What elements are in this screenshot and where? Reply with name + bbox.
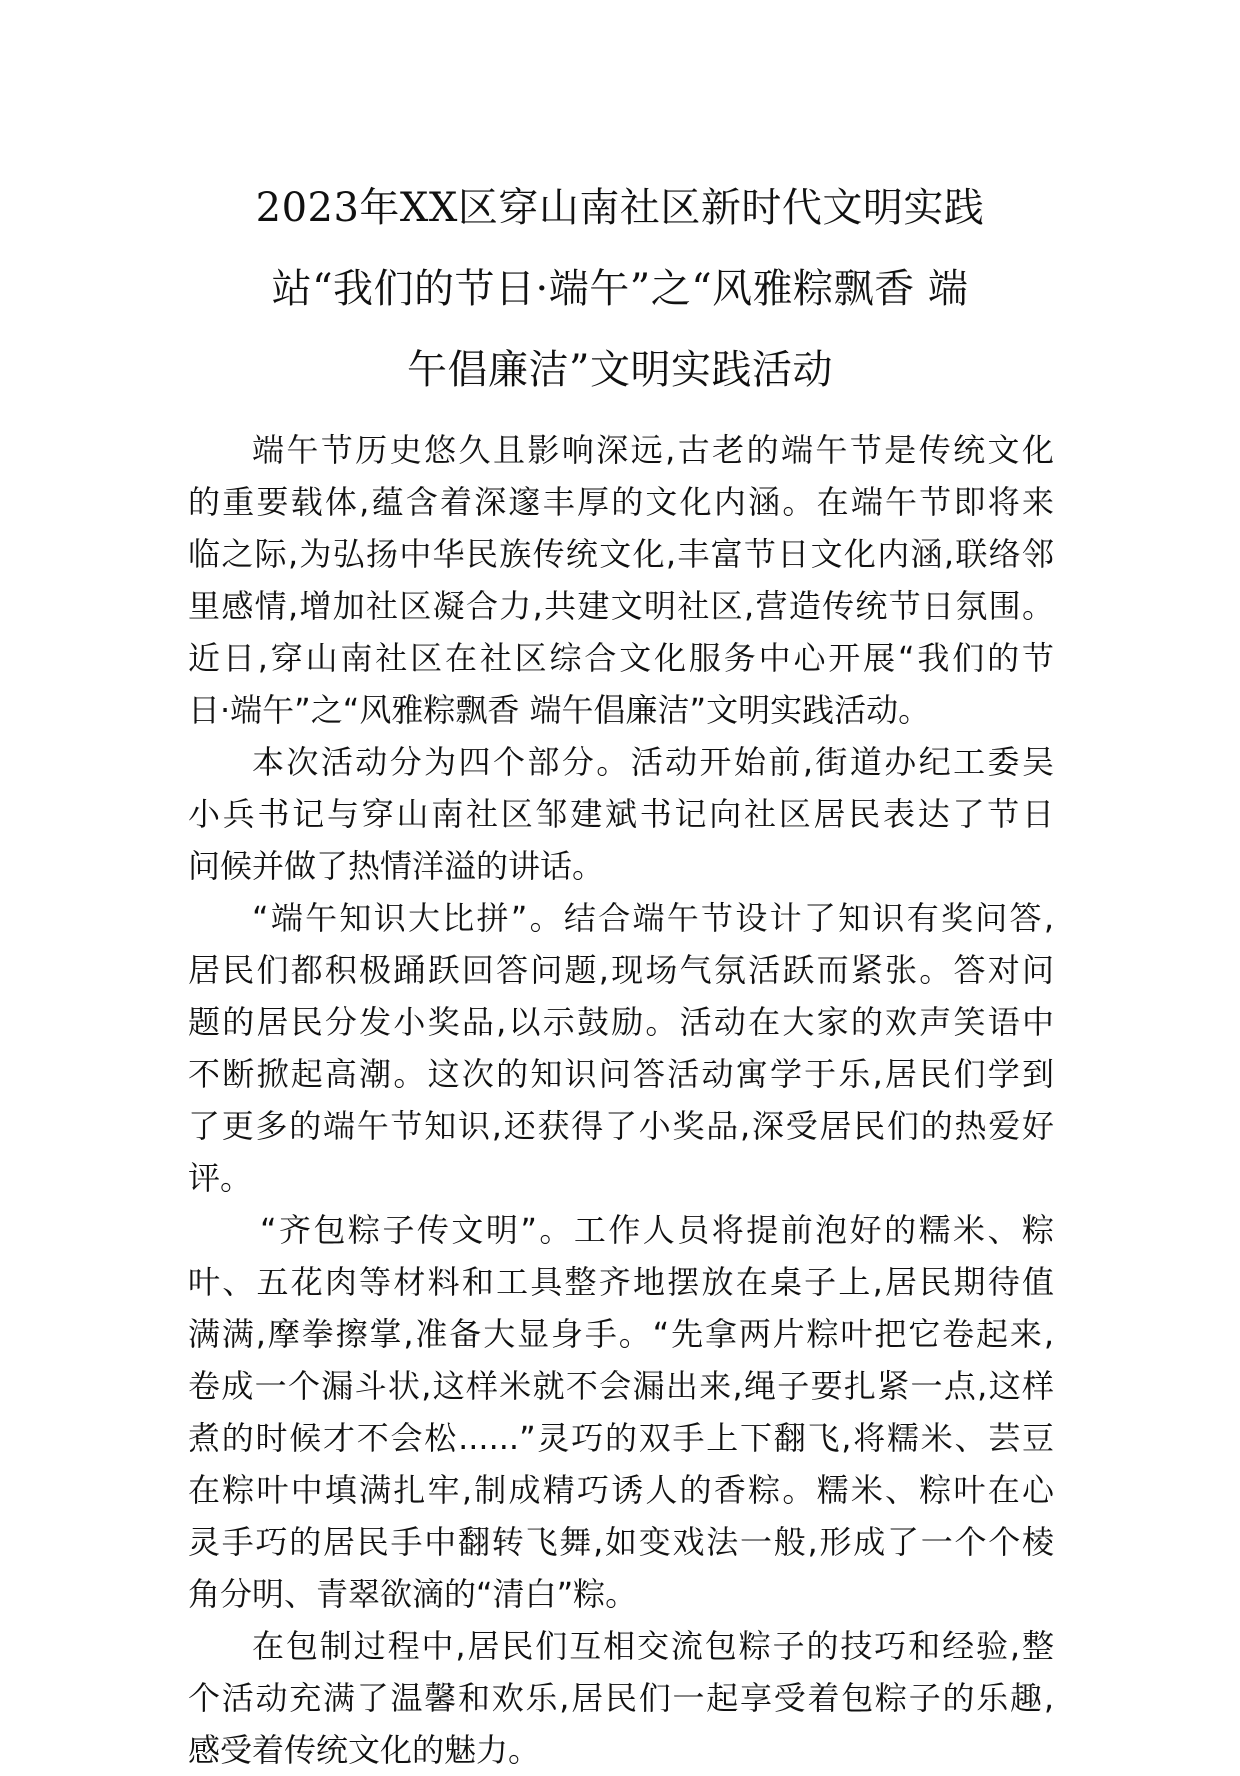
text-line: 不断掀起高潮。这次的知识问答活动寓学于乐,居民们学到 [188, 1055, 1054, 1093]
text-line: 煮的时候才不会松......”灵巧的双手上下翻飞,将糯米、芸豆 [188, 1419, 1054, 1457]
text-line: 在包制过程中,居民们互相交流包粽子的技巧和经验,整 [252, 1627, 1054, 1665]
text-line: “齐包粽子传文明”。工作人员将提前泡好的糯米、粽 [260, 1211, 1054, 1249]
paragraph-intro [188, 424, 1054, 736]
text-line: 在粽叶中填满扎牢,制成精巧诱人的香粽。糯米、粽叶在心 [188, 1471, 1054, 1509]
title-line: 站“我们的节日·端午”之“风雅粽飘香 端 [271, 266, 969, 312]
text-line: 灵手巧的居民手中翻转飞舞,如变戏法一般,形成了一个个棱 [188, 1523, 1054, 1561]
paragraph-quiz [188, 892, 1054, 1204]
paragraph-zongzi [188, 1204, 1054, 1620]
text-line: 端午节历史悠久且影响深远,古老的端午节是传统文化 [252, 431, 1054, 469]
text-line: 临之际,为弘扬中华民族传统文化,丰富节日文化内涵,联络邻 [188, 535, 1054, 573]
text-line: 里感情,增加社区凝合力,共建文明社区,营造传统节日氛围。 [188, 587, 1054, 625]
text-line: 居民们都积极踊跃回答问题,现场气氛活跃而紧张。答对问 [188, 951, 1054, 989]
text-line: 感受着传统文化的魅力。 [188, 1731, 541, 1769]
text-line: 了更多的端午节知识,还获得了小奖品,深受居民们的热爱好 [188, 1107, 1054, 1145]
text-line: 的重要载体,蕴含着深邃丰厚的文化内涵。在端午节即将来 [188, 483, 1054, 521]
text-line: 小兵书记与穿山南社区邹建斌书记向社区居民表达了节日 [188, 795, 1054, 833]
document-body [188, 424, 1054, 1776]
title-line: 午倡廉洁”文明实践活动 [407, 347, 833, 393]
text-line: 评。 [188, 1159, 253, 1197]
text-line: 近日,穿山南社区在社区综合文化服务中心开展“我们的节 [188, 639, 1054, 677]
text-line: 题的居民分发小奖品,以示鼓励。活动在大家的欢声笑语中 [188, 1003, 1054, 1041]
text-line: 角分明、青翠欲滴的“清白”粽。 [188, 1575, 638, 1613]
text-line: 满满,摩拳擦掌,准备大显身手。“先拿两片粽叶把它卷起来, [188, 1315, 1054, 1353]
text-line: 叶、五花肉等材料和工具整齐地摆放在桌子上,居民期待值 [188, 1263, 1054, 1301]
text-line: 卷成一个漏斗状,这样米就不会漏出来,绳子要扎紧一点,这样 [188, 1367, 1054, 1405]
paragraph-closing [188, 1620, 1054, 1776]
text-line: 日·端午”之“风雅粽飘香 端午倡廉洁”文明实践活动。 [188, 691, 931, 729]
text-line: 本次活动分为四个部分。活动开始前,街道办纪工委吴 [252, 743, 1054, 781]
text-line: 个活动充满了温馨和欢乐,居民们一起享受着包粽子的乐趣, [188, 1679, 1054, 1717]
paragraph-opening [188, 736, 1054, 892]
text-line: “端午知识大比拼”。结合端午节设计了知识有奖问答, [252, 899, 1054, 937]
title-line: 2023年XX区穿山南社区新时代文明实践 [255, 185, 985, 231]
text-line: 问候并做了热情洋溢的讲话。 [188, 847, 605, 885]
document-title [180, 168, 1060, 411]
